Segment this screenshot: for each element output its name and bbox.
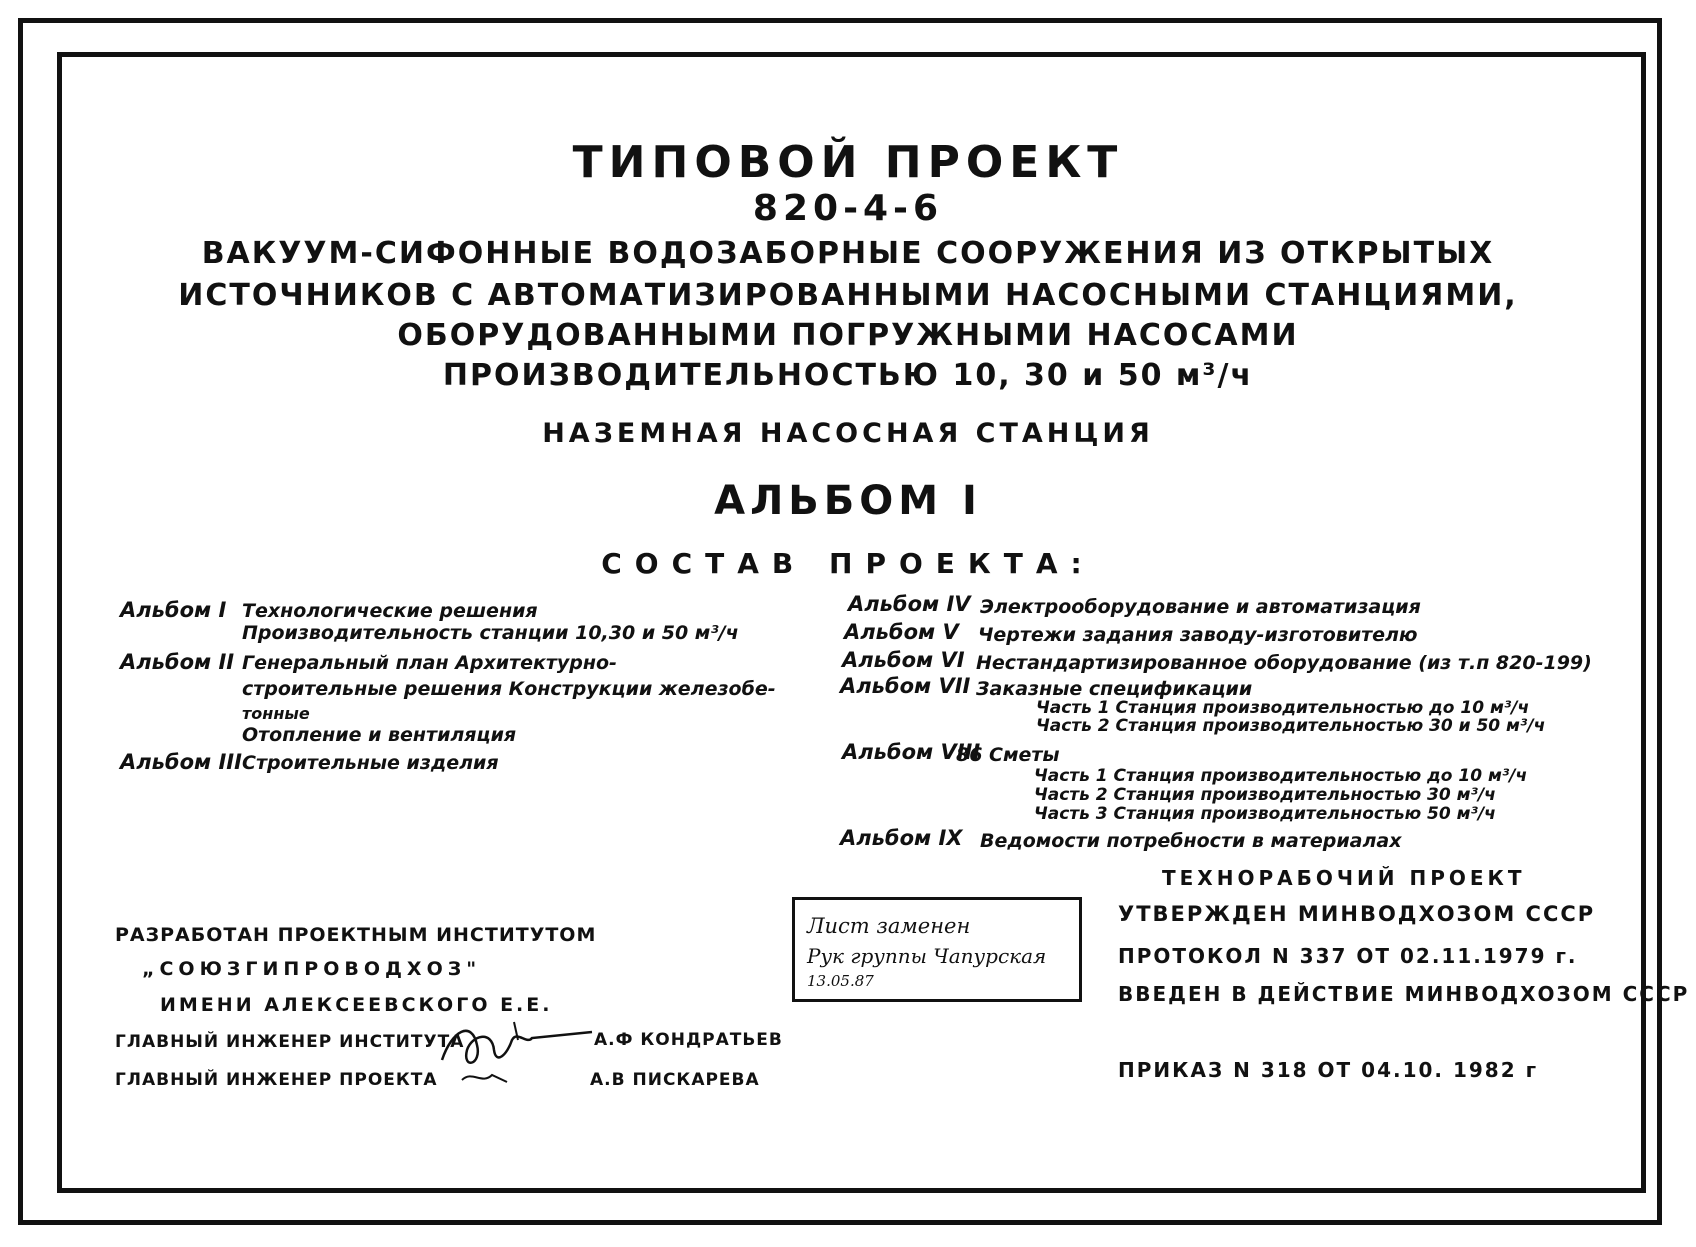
stamp-line-2: Рук группы Чапурская (807, 944, 1047, 968)
right-album-5-text: Чертежи задания заводу-изготовителю (978, 624, 1418, 646)
approval-protocol: ПРОТОКОЛ N 337 ОТ 02.11.1979 г. (1118, 944, 1578, 968)
developer-line-1: РАЗРАБОТАН ПРОЕКТНЫМ ИНСТИТУТОМ (115, 924, 597, 946)
approval-approved: УТВЕРЖДЕН МИНВОДХОЗОМ СССР (1118, 902, 1596, 926)
chief-engineer-institute-role: ГЛАВНЫЙ ИНЖЕНЕР ИНСТИТУТА (115, 1032, 465, 1052)
left-album-2-line-3: тонные (242, 704, 310, 723)
right-album-7-part-2: Часть 2 Станция производительностью 30 и 50 м³/ч (1036, 716, 1546, 736)
right-album-5-label: Альбом V (844, 620, 959, 644)
approval-heading: ТЕХНОРАБОЧИЙ ПРОЕКТ (1162, 866, 1526, 890)
replacement-stamp (792, 897, 1082, 1002)
right-album-6-label: Альбом VI (842, 648, 965, 672)
developer-line-3: ИМЕНИ АЛЕКСЕЕВСКОГО Е.Е. (160, 994, 553, 1016)
composition-heading: СОСТАВ ПРОЕКТА: (601, 547, 1095, 580)
document-title: ТИПОВОЙ ПРОЕКТ (572, 137, 1124, 188)
left-album-2-label: Альбом II (120, 650, 235, 674)
right-album-8-part-2: Часть 2 Станция производительностью 30 м³/ч (1034, 785, 1496, 805)
left-album-2-line-2: строительные решения Конструкции железобе- (242, 678, 776, 700)
right-album-7-part-1: Часть 1 Станция производительностью до 10 м³/ч (1036, 698, 1530, 718)
left-album-2-line-1: Генеральный план Архитектурно- (242, 652, 617, 674)
right-album-9-text: Ведомости потребности в материалах (980, 830, 1402, 852)
chief-engineer-institute-name: А.Ф КОНДРАТЬЕВ (594, 1030, 783, 1050)
left-album-3-line-1: Строительные изделия (242, 752, 499, 774)
desc-line-1: ВАКУУМ-СИФОННЫЕ ВОДОЗАБОРНЫЕ СООРУЖЕНИЯ ИЗ ОТКРЫТЫХ (201, 236, 1495, 271)
desc-line-4: ПРОИЗВОДИТЕЛЬНОСТЬЮ 10, 30 и 50 м³/ч (442, 358, 1254, 393)
right-album-4-label: Альбом IV (848, 592, 971, 616)
developer-line-2: „СОЮЗГИПРОВОДХОЗ" (142, 958, 482, 980)
right-album-8-part-3: Часть 3 Станция производительностью 50 м³/ч (1034, 804, 1496, 824)
left-album-1-line-1: Технологические решения (242, 600, 538, 622)
album-title: АЛЬБОМ I (714, 478, 982, 524)
subtitle: НАЗЕМНАЯ НАСОСНАЯ СТАНЦИЯ (542, 418, 1154, 449)
left-album-1-label: Альбом I (120, 598, 227, 622)
chief-engineer-project-name: А.В ПИСКАРЕВА (590, 1070, 760, 1090)
stamp-line-1: Лист заменен (807, 914, 971, 938)
right-album-8-text: 86 Сметы (956, 744, 1060, 766)
approval-order: ПРИКАЗ N 318 ОТ 04.10. 1982 г (1118, 1058, 1539, 1082)
right-album-6-text: Нестандартизированное оборудование (из т.п 820-199) (976, 652, 1592, 674)
desc-line-3: ОБОРУДОВАННЫМИ ПОГРУЖНЫМИ НАСОСАМИ (397, 318, 1299, 353)
right-album-8-part-1: Часть 1 Станция производительностью до 10 м³/ч (1034, 766, 1528, 786)
right-album-4-text: Электрооборудование и автоматизация (980, 596, 1421, 618)
approval-enacted: ВВЕДЕН В ДЕЙСТВИЕ МИНВОДХОЗОМ СССР (1118, 982, 1690, 1006)
left-album-2-line-4: Отопление и вентиляция (242, 724, 517, 746)
right-album-9-label: Альбом IX (840, 826, 963, 850)
right-album-8-label: Альбом VIII (842, 740, 981, 764)
right-album-7-text: Заказные спецификации (976, 678, 1253, 700)
chief-engineer-project-role: ГЛАВНЫЙ ИНЖЕНЕР ПРОЕКТА (115, 1070, 438, 1090)
project-number: 820-4-6 (752, 188, 944, 229)
desc-line-2: ИСТОЧНИКОВ С АВТОМАТИЗИРОВАННЫМИ НАСОСНЫМИ СТАНЦИЯМИ, (178, 278, 1518, 313)
right-album-7-label: Альбом VII (840, 674, 971, 698)
left-album-3-label: Альбом III (120, 750, 242, 774)
stamp-date: 13.05.87 (807, 972, 874, 990)
signature (432, 1010, 602, 1090)
left-album-1-line-2: Производительность станции 10,30 и 50 м³/ч (242, 622, 739, 644)
